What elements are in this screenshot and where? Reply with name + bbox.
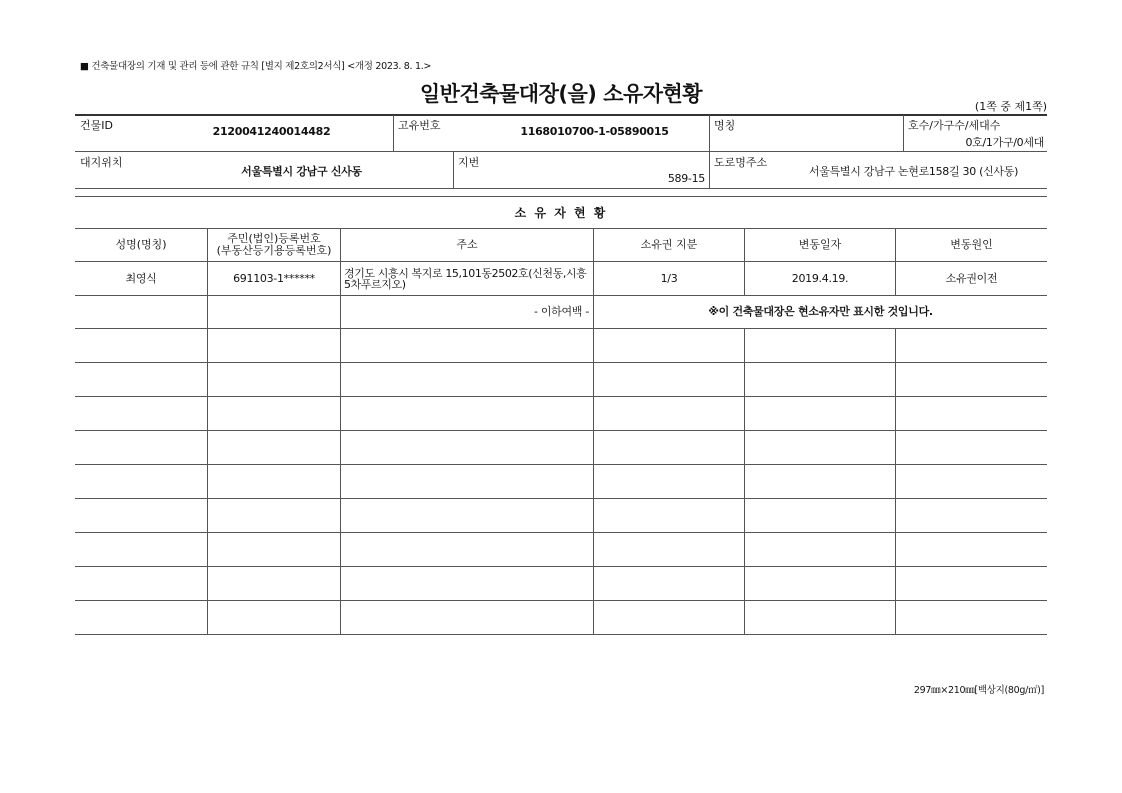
table-row-line [75,430,1047,431]
lot-number-label: 지번 [458,156,480,169]
section-top-border [75,196,1047,197]
header-ownership-share: 소유권 지분 [640,238,698,251]
owner-change-date: 2019.4.19. [791,271,849,285]
site-location-label: 대지위치 [80,156,123,169]
table-row-line [75,362,1047,363]
owner-address: 경기도 시흥시 복지로 15,101동2502호(신천동,시흥5차푸르지오) [344,266,587,291]
info-vline [709,115,710,188]
info-vline [393,115,394,151]
header-registration-line-2: (부동산등기용등록번호) [216,244,332,257]
current-owner-note: ※이 건축물대장은 현소유자만 표시한 것입니다. [594,296,1047,328]
unit-count-label: 호수/가구수/세대수 [908,119,1001,132]
info-vline [903,115,904,151]
site-location-value: 서울특별시 강남구 신사동 [241,165,362,178]
info-vline [453,152,454,188]
info-row-divider [75,151,1047,152]
building-id-label: 건물ID [80,119,113,132]
info-bottom-border [75,188,1047,189]
page-info: (1쪽 중 제1쪽) [974,100,1047,113]
owner-registration-number: 691103-1****** [233,271,315,285]
table-bottom-border [75,634,1047,635]
owner-share: 1/3 [660,271,678,285]
table-row-line [75,464,1047,465]
table-row-line [75,566,1047,567]
header-change-reason: 변동원인 [950,238,993,251]
header-address: 주소 [456,238,478,251]
form-notice: ■ 건축물대장의 기재 및 관리 등에 관한 규칙 [별지 제2호의2서식] <개정 2023. 8. 1.> [80,61,432,72]
lot-number-value: 589-15 [667,172,705,185]
document-title: 일반건축물대장(을) 소유자현황 [419,82,703,106]
header-name: 성명(명칭) [115,238,167,251]
table-row-line [75,328,1047,329]
table-row-line [75,600,1047,601]
unit-count-value: 0호/1가구/0세대 [965,136,1044,149]
info-top-border [75,114,1047,116]
header-registration-number [208,229,340,261]
unique-number-value: 1168010700-1-05890015 [520,125,669,138]
table-row-line [75,396,1047,397]
building-name-label: 명칭 [714,119,736,132]
owner-name: 최영식 [125,271,157,285]
table-row-line [75,498,1047,499]
table-row-line [75,532,1047,533]
road-address-value: 서울특별시 강남구 논현로158길 30 (신사동) [808,165,1019,178]
end-marker: - 이하여백 - [533,305,589,318]
section-title: 소 유 자 현 황 [514,206,608,220]
owner-change-reason: 소유권이전 [945,271,998,285]
table-col-line [340,229,341,634]
header-change-date: 변동일자 [798,238,842,251]
unique-number-label: 고유번호 [398,119,441,132]
paper-spec: 297㎜×210㎜[백상지(80g/㎡)] [913,685,1044,696]
header-registration-line-1: 주민(법인)등록번호 [227,232,321,245]
building-id-value: 2120041240014482 [212,125,331,138]
road-address-label: 도로명주소 [714,156,768,169]
